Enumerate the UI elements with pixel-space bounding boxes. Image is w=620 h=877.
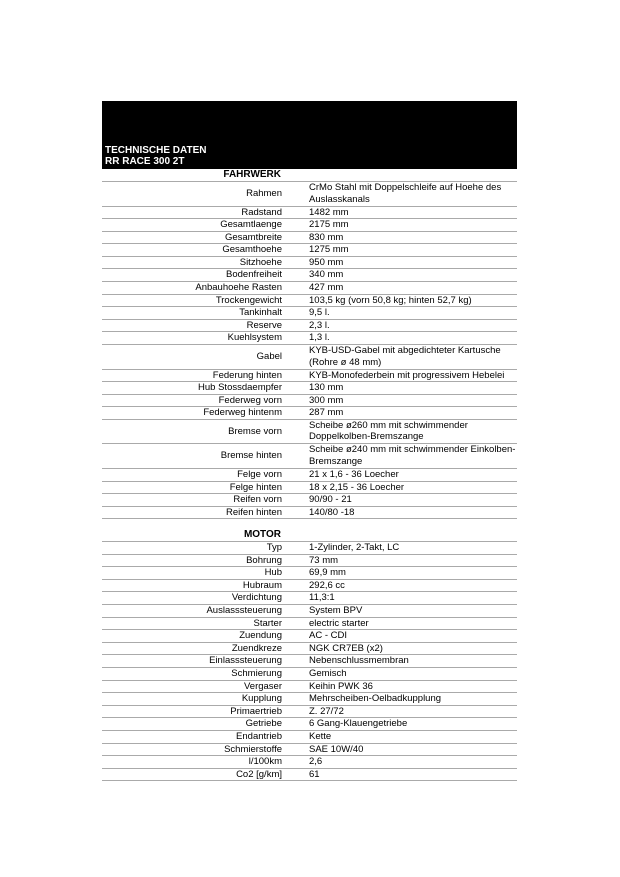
spec-label: Verdichtung <box>231 592 282 604</box>
table-row <box>102 567 517 580</box>
spec-value: Kette <box>309 730 332 742</box>
table-row <box>102 630 517 643</box>
table-row <box>102 269 517 282</box>
spec-label: Tankinhalt <box>239 307 282 319</box>
spec-value: CrMo Stahl mit Doppelschleife auf Hoehe des Auslasskanals <box>309 182 502 205</box>
table-row <box>102 382 517 395</box>
spec-value: Scheibe ø260 mm mit schwimmender Doppelkolben-Bremszange <box>309 419 468 443</box>
spec-label: Schmierstoffe <box>224 743 282 755</box>
table-row <box>102 681 517 694</box>
spec-value: 61 <box>309 768 320 780</box>
table-row <box>102 307 517 320</box>
spec-label: Starter <box>253 617 282 629</box>
spec-value: KYB-USD-Gabel mit abgedichteter Kartusche (Rohre ø 48 mm) <box>309 345 501 368</box>
table-row <box>102 282 517 295</box>
spec-label: Kupplung <box>241 693 282 705</box>
table-row <box>102 507 517 520</box>
spec-label: Hub Stossdaempfer <box>198 382 282 394</box>
spec-table <box>102 182 517 519</box>
spec-value: 1275 mm <box>309 244 349 256</box>
spec-value: 340 mm <box>309 269 344 281</box>
spec-label: Federweg vorn <box>218 394 282 406</box>
spec-label: Felge hinten <box>229 481 282 493</box>
spec-value: 130 mm <box>309 382 344 394</box>
spec-label: l/100km <box>248 756 282 768</box>
spec-label: Bremse vorn <box>228 425 282 437</box>
spec-value: Gemisch <box>309 667 347 679</box>
table-row <box>102 207 517 220</box>
table-row <box>102 655 517 668</box>
spec-label: Schmierung <box>231 667 282 679</box>
table-row <box>102 407 517 420</box>
table-row <box>102 370 517 383</box>
table-row <box>102 420 517 445</box>
spec-label: Primaertrieb <box>230 705 282 717</box>
table-row <box>102 257 517 270</box>
spec-label: Zuendung <box>239 630 282 642</box>
table-row <box>102 345 517 370</box>
spec-label: Anbauhoehe Rasten <box>195 282 282 294</box>
spec-label: Endantrieb <box>236 730 282 742</box>
spec-label: Gesamthoehe <box>222 244 282 256</box>
spec-label: Bremse hinten <box>220 450 282 462</box>
spec-label: Gesamtbreite <box>224 231 282 243</box>
table-row <box>102 232 517 245</box>
spec-label: Vergaser <box>243 680 282 692</box>
motor-section <box>102 529 517 781</box>
spec-value: System BPV <box>309 604 363 616</box>
spec-value: 140/80 -18 <box>309 506 355 518</box>
table-row <box>102 482 517 495</box>
spec-value: Mehrscheiben-Oelbadkupplung <box>309 693 442 705</box>
spec-label: Federweg hintenm <box>203 407 282 419</box>
section-title: FAHRWERK <box>102 169 517 182</box>
spec-value: 2175 mm <box>309 219 349 231</box>
spec-value: AC - CDI <box>309 630 347 642</box>
spec-label: Trockengewicht <box>215 294 282 306</box>
spec-label: Reifen hinten <box>226 506 282 518</box>
spec-label: Bohrung <box>246 554 282 566</box>
spec-value: 1,3 l. <box>309 332 330 344</box>
table-row <box>102 706 517 719</box>
spec-value: 6 Gang-Klauengetriebe <box>309 718 408 730</box>
table-row <box>102 731 517 744</box>
table-row <box>102 605 517 618</box>
table-row <box>102 769 517 782</box>
table-row <box>102 320 517 333</box>
table-row <box>102 668 517 681</box>
spec-value: 9,5 l. <box>309 307 330 319</box>
spec-label: Reifen vorn <box>233 494 282 506</box>
table-row <box>102 643 517 656</box>
spec-value: 2,6 <box>309 756 323 768</box>
spec-value: NGK CR7EB (x2) <box>309 642 383 654</box>
spec-value: 1482 mm <box>309 206 349 218</box>
table-row <box>102 332 517 345</box>
table-row <box>102 469 517 482</box>
fahrwerk-section <box>102 169 517 519</box>
spec-value: 21 x 1,6 - 36 Loecher <box>309 468 399 480</box>
spec-value: KYB-Monofederbein mit progressivem Hebelei <box>309 369 505 381</box>
spec-value: 69,9 mm <box>309 567 346 579</box>
spec-label: Reserve <box>246 319 282 331</box>
section-title: MOTOR <box>102 529 517 542</box>
spec-value: Keihin PWK 36 <box>309 680 373 692</box>
spec-label: Getriebe <box>245 718 282 730</box>
spec-label: Hubraum <box>242 579 282 591</box>
table-row <box>102 618 517 631</box>
table-row <box>102 744 517 757</box>
table-row <box>102 718 517 731</box>
table-row <box>102 693 517 706</box>
spec-label: Kuehlsystem <box>227 332 282 344</box>
spec-value: 11,3:1 <box>309 592 335 604</box>
spec-label: Sitzhoehe <box>239 256 282 268</box>
table-row <box>102 219 517 232</box>
model-name: RR RACE 300 2T <box>105 156 185 167</box>
header-banner <box>102 101 517 169</box>
spec-label: Rahmen <box>246 188 282 199</box>
spec-label: Bodenfreiheit <box>226 269 282 281</box>
table-row <box>102 542 517 555</box>
table-row <box>102 592 517 605</box>
spec-label: Co2 [g/km] <box>236 768 282 780</box>
spec-value: 18 x 2,15 - 36 Loecher <box>309 481 405 493</box>
table-row <box>102 395 517 408</box>
spec-label: Auslasssteuerung <box>206 604 282 616</box>
spec-label: Felge vorn <box>237 468 282 480</box>
table-row <box>102 182 517 207</box>
spec-value: 950 mm <box>309 256 344 268</box>
spec-label: Typ <box>266 542 282 553</box>
spec-value: Z. 27/72 <box>309 705 344 717</box>
spec-label: Zuendkreze <box>231 642 282 654</box>
spec-value: SAE 10W/40 <box>309 743 364 755</box>
spec-value: 287 mm <box>309 407 344 419</box>
spec-value: 292,6 cc <box>309 579 345 591</box>
spec-value: 427 mm <box>309 282 344 294</box>
spec-label: Federung hinten <box>212 369 282 381</box>
spec-value: Nebenschlussmembran <box>309 655 409 667</box>
table-row <box>102 295 517 308</box>
spec-value: 1-Zylinder, 2-Takt, LC <box>309 542 400 553</box>
doc-title: TECHNISCHE DATEN <box>105 145 207 156</box>
spec-value: 103,5 kg (vorn 50,8 kg; hinten 52,7 kg) <box>309 294 472 306</box>
spec-label: Hub <box>264 567 282 579</box>
spec-value: 73 mm <box>309 554 339 566</box>
table-row <box>102 580 517 593</box>
table-row <box>102 494 517 507</box>
spec-value: 300 mm <box>309 394 344 406</box>
spec-value: Scheibe ø240 mm mit schwimmender Einkolben-Bremszange <box>309 444 516 467</box>
table-row <box>102 756 517 769</box>
table-row <box>102 244 517 257</box>
spec-value: 90/90 - 21 <box>309 494 352 506</box>
spec-label: Gesamtlaenge <box>220 219 282 231</box>
spec-table <box>102 542 517 781</box>
table-row <box>102 555 517 568</box>
spec-value: 2,3 l. <box>309 319 330 331</box>
spec-value: 830 mm <box>309 231 344 243</box>
spec-label: Gabel <box>256 351 282 363</box>
spec-label: Einlasssteuerung <box>209 655 282 667</box>
table-row <box>102 444 517 469</box>
spec-value: electric starter <box>309 617 369 629</box>
spec-label: Radstand <box>241 206 282 218</box>
